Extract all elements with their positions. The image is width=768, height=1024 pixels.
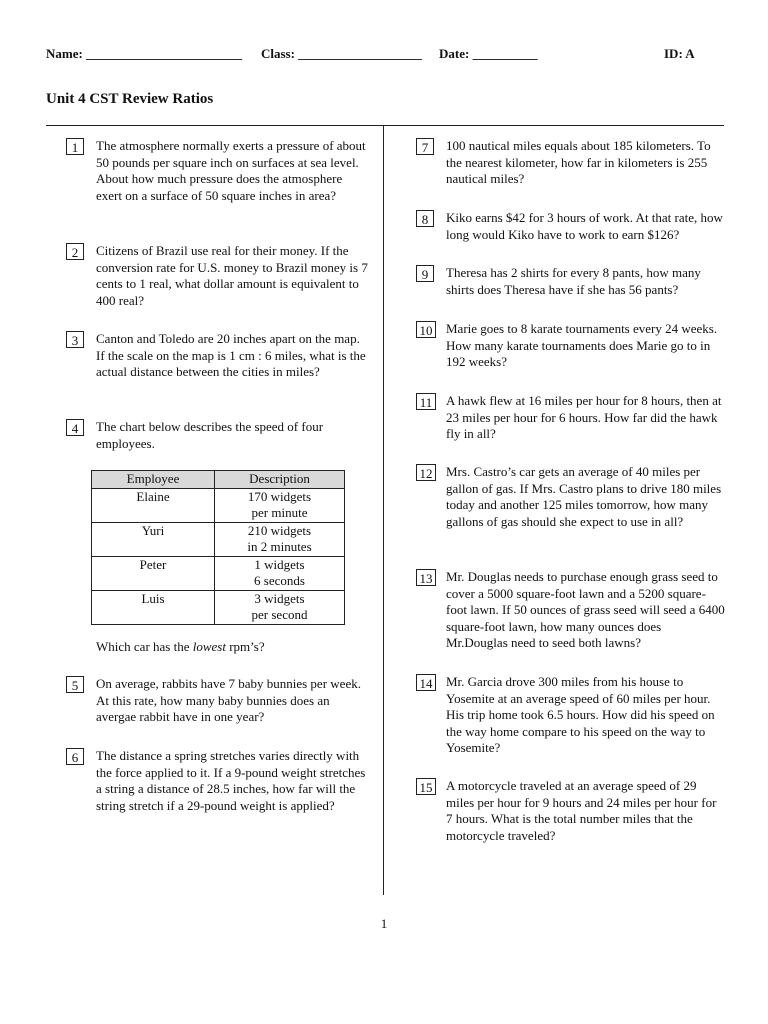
header-rule: [46, 125, 724, 126]
class-field-label: Class: ___________________: [261, 46, 422, 61]
table-row: [92, 488, 345, 522]
question-number-15: 15: [416, 778, 436, 795]
description-line: per minute: [251, 505, 308, 520]
question-text-10: Marie goes to 8 karate tournaments every 24 weeks. How many karate tournaments does Marie go to in 192 weeks?: [446, 321, 718, 369]
table-row: [92, 556, 345, 590]
question-number-4: 4: [66, 419, 84, 436]
description-line: 6 seconds: [254, 573, 305, 588]
table-cell-description: [215, 590, 345, 624]
table-row: [92, 522, 345, 556]
table-cell-description: [215, 522, 345, 556]
description-line: in 2 minutes: [247, 539, 312, 554]
question-text-8: Kiko earns $42 for 3 hours of work. At that rate, how long would Kiko have to work to earn $126?: [446, 210, 723, 242]
table-row: [92, 590, 345, 624]
question-text-9: Theresa has 2 shirts for every 8 pants, how many shirts does Theresa have if she has 56 pants?: [446, 265, 701, 297]
table-cell-employee: Peter: [92, 556, 215, 590]
page-title: Unit 4 CST Review Ratios: [46, 91, 214, 107]
question-number-1: 1: [66, 138, 84, 155]
question-number-10: 10: [416, 321, 436, 338]
followup-text: Which car has the: [96, 639, 193, 654]
question-text-7: 100 nautical miles equals about 185 kilometers. To the nearest kilometer, how far in kilometers is 255 nautical miles?: [446, 138, 711, 186]
description-line: 210 widgets: [247, 522, 312, 538]
question-text-6: The distance a spring stretches varies directly with the force applied to it. If a 9-pound weight stretches a string a distance of 28.5 inches, how far will the string stretch if a 29-pound weight is applied?: [96, 748, 366, 813]
question-number-12: 12: [416, 464, 436, 481]
question-text-15: A motorcycle traveled at an average speed of 29 miles per hour for 9 hours and 24 miles per hour for 7 hours. What is the total number miles that the motorcycle traveled?: [446, 778, 717, 843]
question-number-14: 14: [416, 674, 436, 691]
table-header-description: Description: [215, 471, 345, 489]
id-label: ID: A: [664, 46, 695, 61]
description-line: 3 widgets: [254, 590, 305, 606]
employee-speed-table: [91, 470, 345, 625]
table-cell-employee: Yuri: [92, 522, 215, 556]
followup-emphasis: lowest: [192, 639, 226, 654]
question-text-12: Mrs. Castro’s car gets an average of 40 miles per gallon of gas. If Mrs. Castro plans to drive 180 miles today and another 125 miles tomorrow, how many gallons of gas should she expect to use in all?: [446, 464, 722, 529]
table-header-row: [92, 471, 345, 489]
page-number: 1: [380, 916, 388, 931]
question-text-1: The atmosphere normally exerts a pressure of about 50 pounds per square inch on surfaces at sea level. About how much pressure does the atmosphere exert on a surface of 50 square inches in area?: [96, 138, 366, 203]
question-number-2: 2: [66, 243, 84, 260]
table-cell-description: [215, 556, 345, 590]
question-number-6: 6: [66, 748, 84, 765]
table-cell-description: [215, 488, 345, 522]
question-text-13: Mr. Douglas needs to purchase enough grass seed to cover a 5000 square-foot lawn and a 5200 square-foot lawn. If 50 ounces of grass seed will seed a 6400 square-foot lawn, how many ounces does Mr.Douglas need to seed both lawns?: [446, 569, 725, 650]
question-text-11: A hawk flew at 16 miles per hour for 8 hours, then at 23 miles per hour for 6 hours. How far did the hawk fly in all?: [446, 393, 722, 441]
question-text-4: The chart below describes the speed of four employees.: [96, 419, 324, 451]
question-4-followup: [96, 639, 371, 656]
question-text-5: On average, rabbits have 7 baby bunnies per week. At this rate, how many baby bunnies does an avergae rabbit have in one year?: [96, 676, 361, 724]
question-number-8: 8: [416, 210, 434, 227]
date-field-label: Date: __________: [439, 46, 538, 61]
question-number-7: 7: [416, 138, 434, 155]
question-number-11: 11: [416, 393, 436, 410]
question-text-3: Canton and Toledo are 20 inches apart on the map. If the scale on the map is 1 cm : 6 miles, what is the actual distance between the cities in miles?: [96, 331, 366, 379]
name-field-label: Name: ________________________: [46, 46, 243, 61]
question-number-9: 9: [416, 265, 434, 282]
question-text-14: Mr. Garcia drove 300 miles from his house to Yosemite at an average speed of 60 miles per hour. His trip home took 6.5 hours. How did his speed on the way home compare to his speed on the way to Yosemite?: [446, 674, 715, 755]
column-divider: [383, 125, 384, 895]
table-cell-employee: Luis: [92, 590, 215, 624]
followup-text: rpm’s?: [225, 639, 265, 654]
table-cell-employee: Elaine: [92, 488, 215, 522]
question-number-13: 13: [416, 569, 436, 586]
description-line: per second: [251, 607, 308, 622]
table-header-employee: Employee: [92, 471, 215, 489]
question-number-3: 3: [66, 331, 84, 348]
question-number-5: 5: [66, 676, 84, 693]
question-text-2: Citizens of Brazil use real for their money. If the conversion rate for U.S. money to Brazil money is 7 cents to 1 real, what dollar amount is equivalent to 400 real?: [96, 243, 368, 308]
description-line: 1 widgets: [254, 556, 305, 572]
description-line: 170 widgets: [247, 488, 312, 504]
